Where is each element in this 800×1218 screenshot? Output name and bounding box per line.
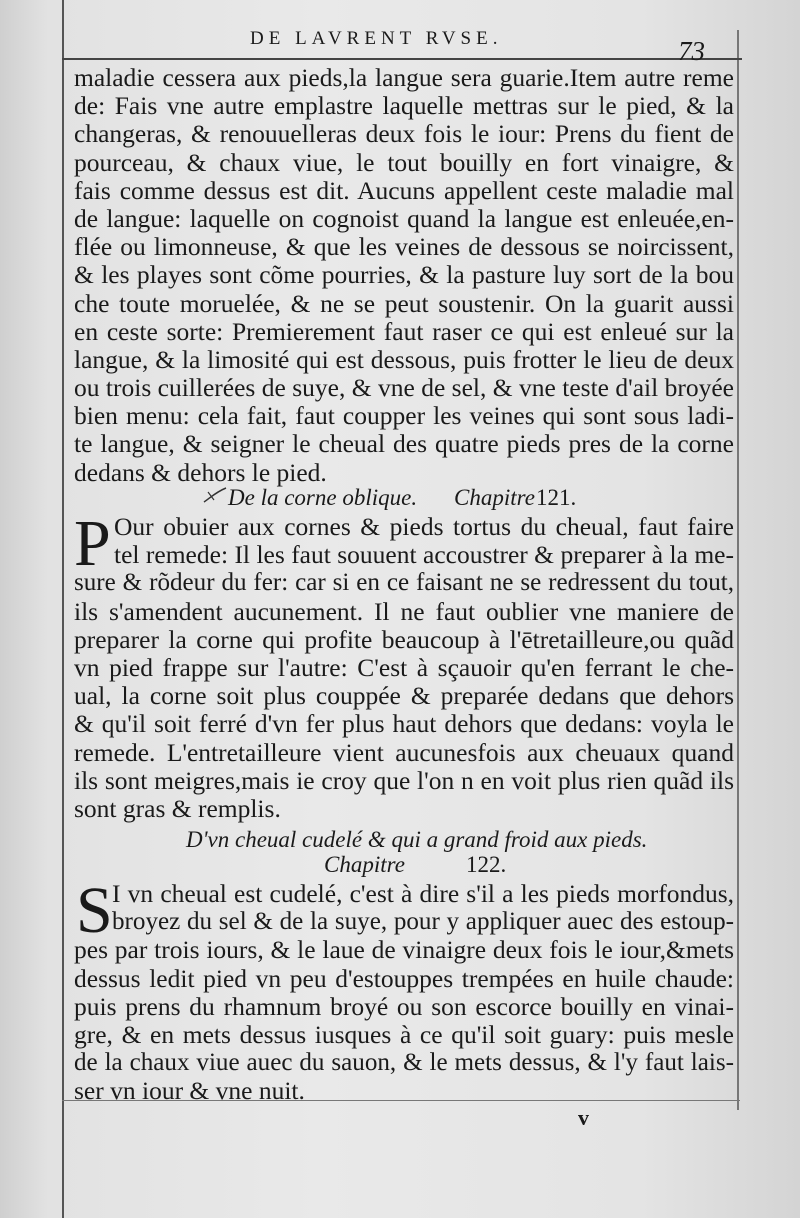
text-line: vn pied frappe sur l'autre: C'est à sçauoir qu'en ferrant le che- (74, 653, 734, 682)
chapter-121-number: 121. (536, 485, 577, 510)
text-line: tel remede: Il les faut souuent accoustrer & preparer à la me- (114, 541, 734, 570)
right-margin-rule (737, 30, 739, 1110)
chapter-122-body (74, 874, 734, 1106)
text-line: sont gras & remplis. (74, 794, 281, 823)
text-line: sure & rõdeur du fer: car si en ce faisant ne se redressent du tout, (74, 569, 734, 597)
left-margin-rule (62, 0, 64, 1218)
text-line: pourceau, & chaux viue, le tout bouilly en fort vinaigre, & (74, 148, 734, 177)
text-line: ils s'amendent aucunement. Il ne faut oublier vne maniere de (74, 597, 734, 626)
text-line: ual, la corne soit plus couppée & preparée dedans que dehors (74, 682, 734, 711)
text-line: puis prens du rhamnum broyé ou son escorce bouilly en vinai- (74, 992, 734, 1021)
text-line: & les playes sont cõme pourries, & la pasture luy sort de la bou (74, 261, 734, 290)
chapter-122-label: Chapitre (324, 852, 405, 877)
chapter-121-body (74, 507, 734, 823)
text-line: broyez du sel & de la suye, pour y appliquer auec des estoup- (112, 908, 734, 936)
signature-mark: v (578, 1105, 589, 1130)
paragraph-continuation (74, 64, 734, 487)
chapter-122-number: 122. (466, 852, 507, 877)
text-line: & qu'il soit ferré d'vn fer plus haut dehors que dedans: voyla le (74, 710, 734, 739)
text-line: preparer la corne qui profite beaucoup à l'ētretailleure,ou quãd (74, 625, 734, 654)
text-line: maladie cessera aux pieds,la langue sera guarie.Item autre reme (74, 64, 734, 92)
chapter-121-title: De la corne oblique. (228, 485, 418, 510)
text-line: dessus ledit pied vn peu d'estouppes trempées en huile chaude: (74, 964, 734, 993)
text-line: Our obuier aux cornes & pieds tortus du cheual, faut faire (114, 513, 734, 541)
chapter-122-title: D'vn cheual cudelé & qui a grand froid aux pieds. (186, 827, 648, 852)
text-line: pes par trois iours, & le laue de vinaigre deux fois le iour,&mets (74, 936, 734, 965)
text-line: che toute moruelée, & ne se peut soustenir. On la guarit aussi (74, 289, 734, 318)
dropcap-s: S (76, 874, 113, 947)
text-line: ser vn iour & vne nuit. (74, 1077, 305, 1106)
text-line: de la chaux viue auec du sauon, & le mets dessus, & l'y faut lais- (74, 1049, 734, 1077)
dropcap-p: P (74, 507, 111, 580)
text-line: bien menu: cela fait, faut coupper les veines qui sont sous ladi- (74, 402, 734, 431)
text-line: I vn cheual est cudelé, c'est à dire s'il a les pieds morfondus, (112, 880, 734, 908)
chapter-121-label: Chapitre (454, 485, 535, 510)
text-line: ils sont meigres,mais ie croy que l'on n en voit plus rien quãd ils (74, 766, 734, 795)
text-line: flée ou limonneuse, & que les veines de dessous se noircissent, (74, 233, 734, 262)
running-header: DE LAVRENT RVSE. (250, 28, 503, 49)
text-line: gre, & en mets dessus iusques à ce qu'il soit guary: puis mesle (74, 1020, 734, 1049)
text-line: te langue, & seigner le cheual des quatre pieds pres de la corne (74, 430, 734, 459)
text-line: dedans & dehors le pied. (74, 458, 327, 487)
text-line: fais comme dessus est dit. Aucuns appellent ceste maladie mal (74, 176, 734, 205)
pen-flourish-icon (202, 486, 228, 506)
text-line: de langue: laquelle on cognoist quand la langue est enleuée,en- (74, 204, 734, 233)
text-line: ou trois cuillerées de suye, & vne de sel, & vne teste d'ail broyée (74, 374, 734, 403)
text-line: langue, & la limosité qui est dessous, puis frotter le lieu de deux (74, 345, 734, 374)
page-number: 73 (678, 36, 705, 66)
text-line: en ceste sorte: Premierement faut raser ce qui est enleué sur la (74, 317, 734, 346)
text-line: changeras, & renouuelleras deux fois le iour: Prens du fient de (74, 120, 734, 149)
text-line: remede. L'entretailleure vient aucunesfois aux cheuaux quand (74, 738, 734, 767)
header-rule (62, 58, 742, 60)
text-line: de: Fais vne autre emplastre laquelle mettras sur le pied, & la (74, 92, 734, 121)
